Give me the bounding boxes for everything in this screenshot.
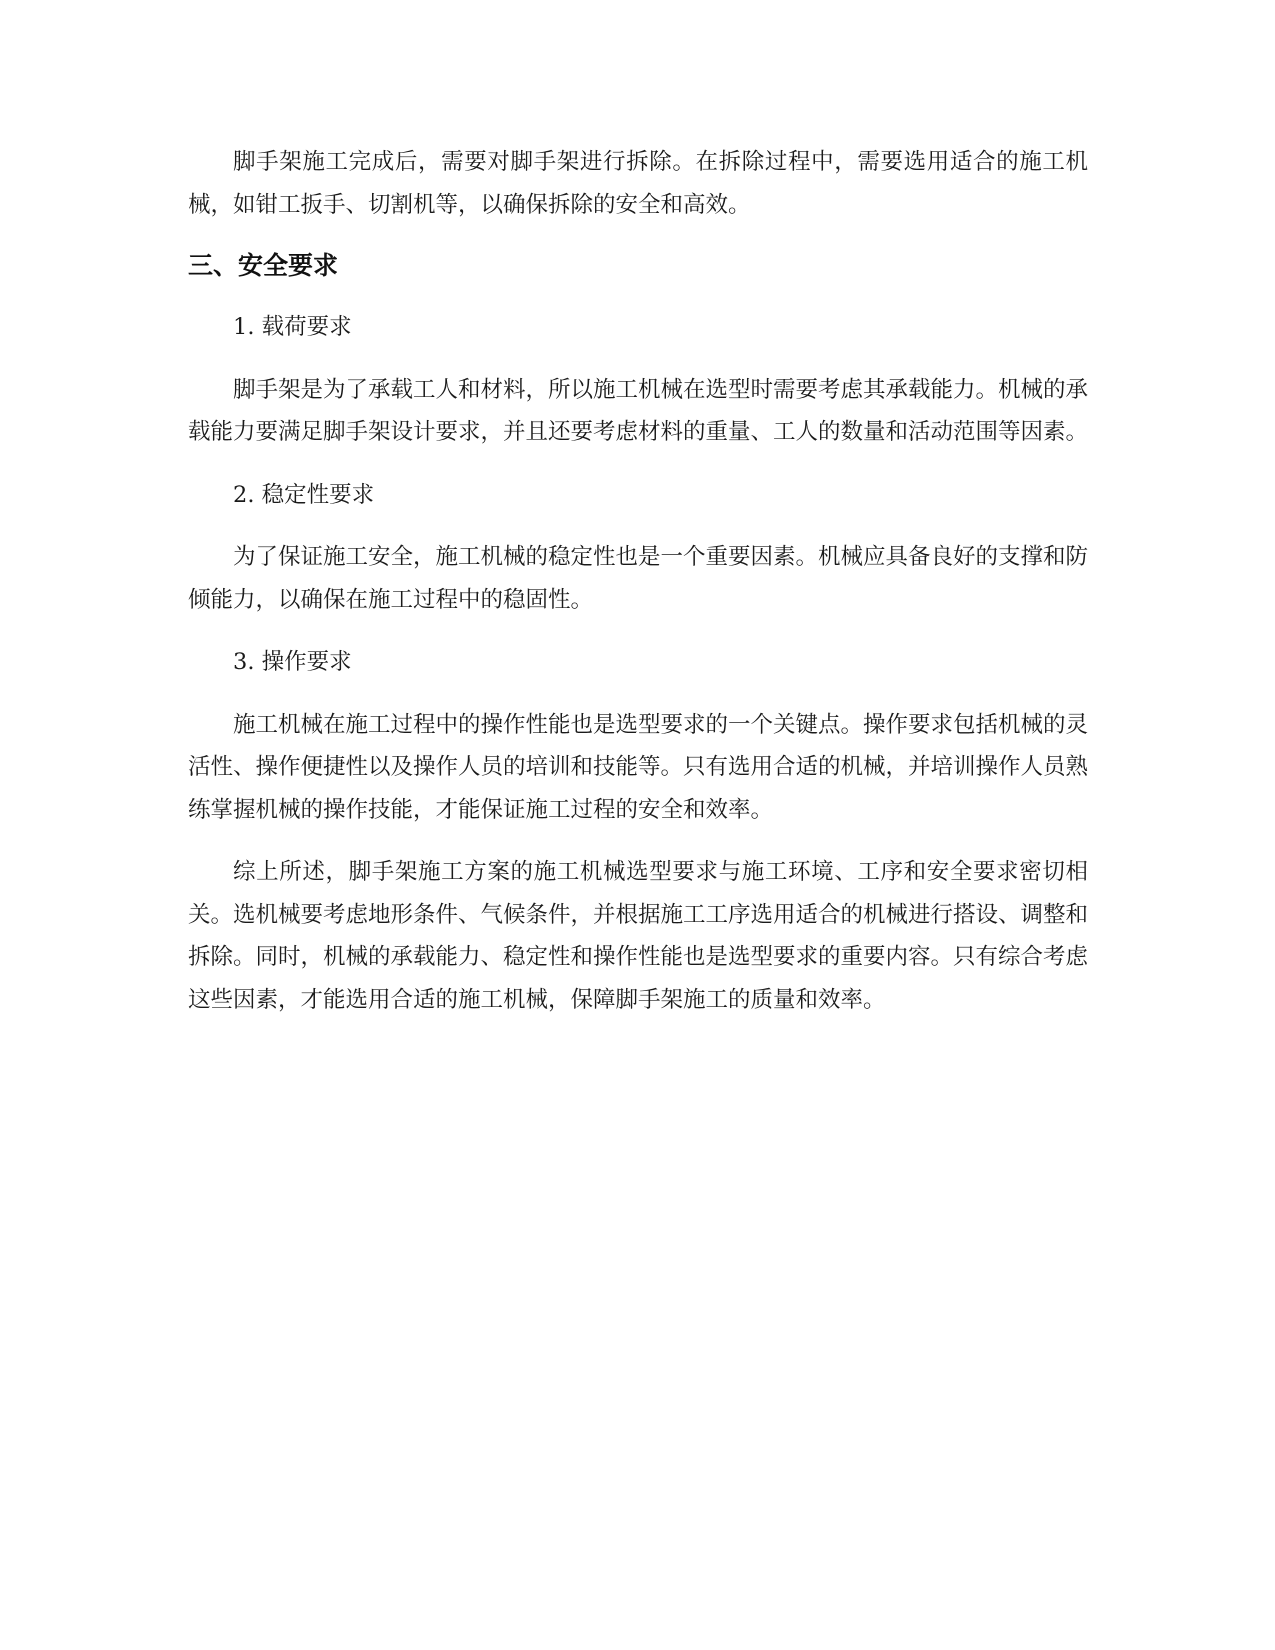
item-body-load: 脚手架是为了承载工人和材料，所以施工机械在选型时需要考虑其承载能力。机械的承载能力要满足脚手架设计要求，并且还要考虑材料的重量、工人的数量和活动范围等因素。 bbox=[188, 376, 1089, 445]
intro-paragraph: 脚手架施工完成后，需要对脚手架进行拆除。在拆除过程中，需要选用适合的施工机械，如钳工扳手、切割机等，以确保拆除的安全和高效。 bbox=[188, 149, 1088, 218]
item-body-stability: 为了保证施工安全，施工机械的稳定性也是一个重要因素。机械应具备良好的支撑和防倾能力，以确保在施工过程中的稳固性。 bbox=[188, 544, 1089, 613]
conclusion-paragraph: 综上所述，脚手架施工方案的施工机械选型要求与施工环境、工序和安全要求密切相关。选机械要考虑地形条件、气候条件，并根据施工工序选用适合的机械进行搭设、调整和拆除。同时，机械的承载能力、稳定性和操作性能也是选型要求的重要内容。只有综合考虑这些因素，才能选用合适的施工机械，保障脚手架施工的质量和效率。 bbox=[188, 859, 1089, 1013]
item-body-operation: 施工机械在施工过程中的操作性能也是选型要求的一个关键点。操作要求包括机械的灵活性、操作便捷性以及操作人员的培训和技能等。只有选用合适的机械，并培训操作人员熟练掌握机械的操作技能，才能保证施工过程的安全和效率。 bbox=[188, 711, 1089, 823]
item-title-operation: 3. 操作要求 bbox=[233, 649, 352, 675]
document-body bbox=[188, 141, 1088, 1041]
item-title-stability: 2. 稳定性要求 bbox=[233, 481, 375, 508]
section-heading: 三、安全要求 bbox=[188, 251, 339, 280]
item-title-load: 1. 载荷要求 bbox=[233, 314, 352, 340]
